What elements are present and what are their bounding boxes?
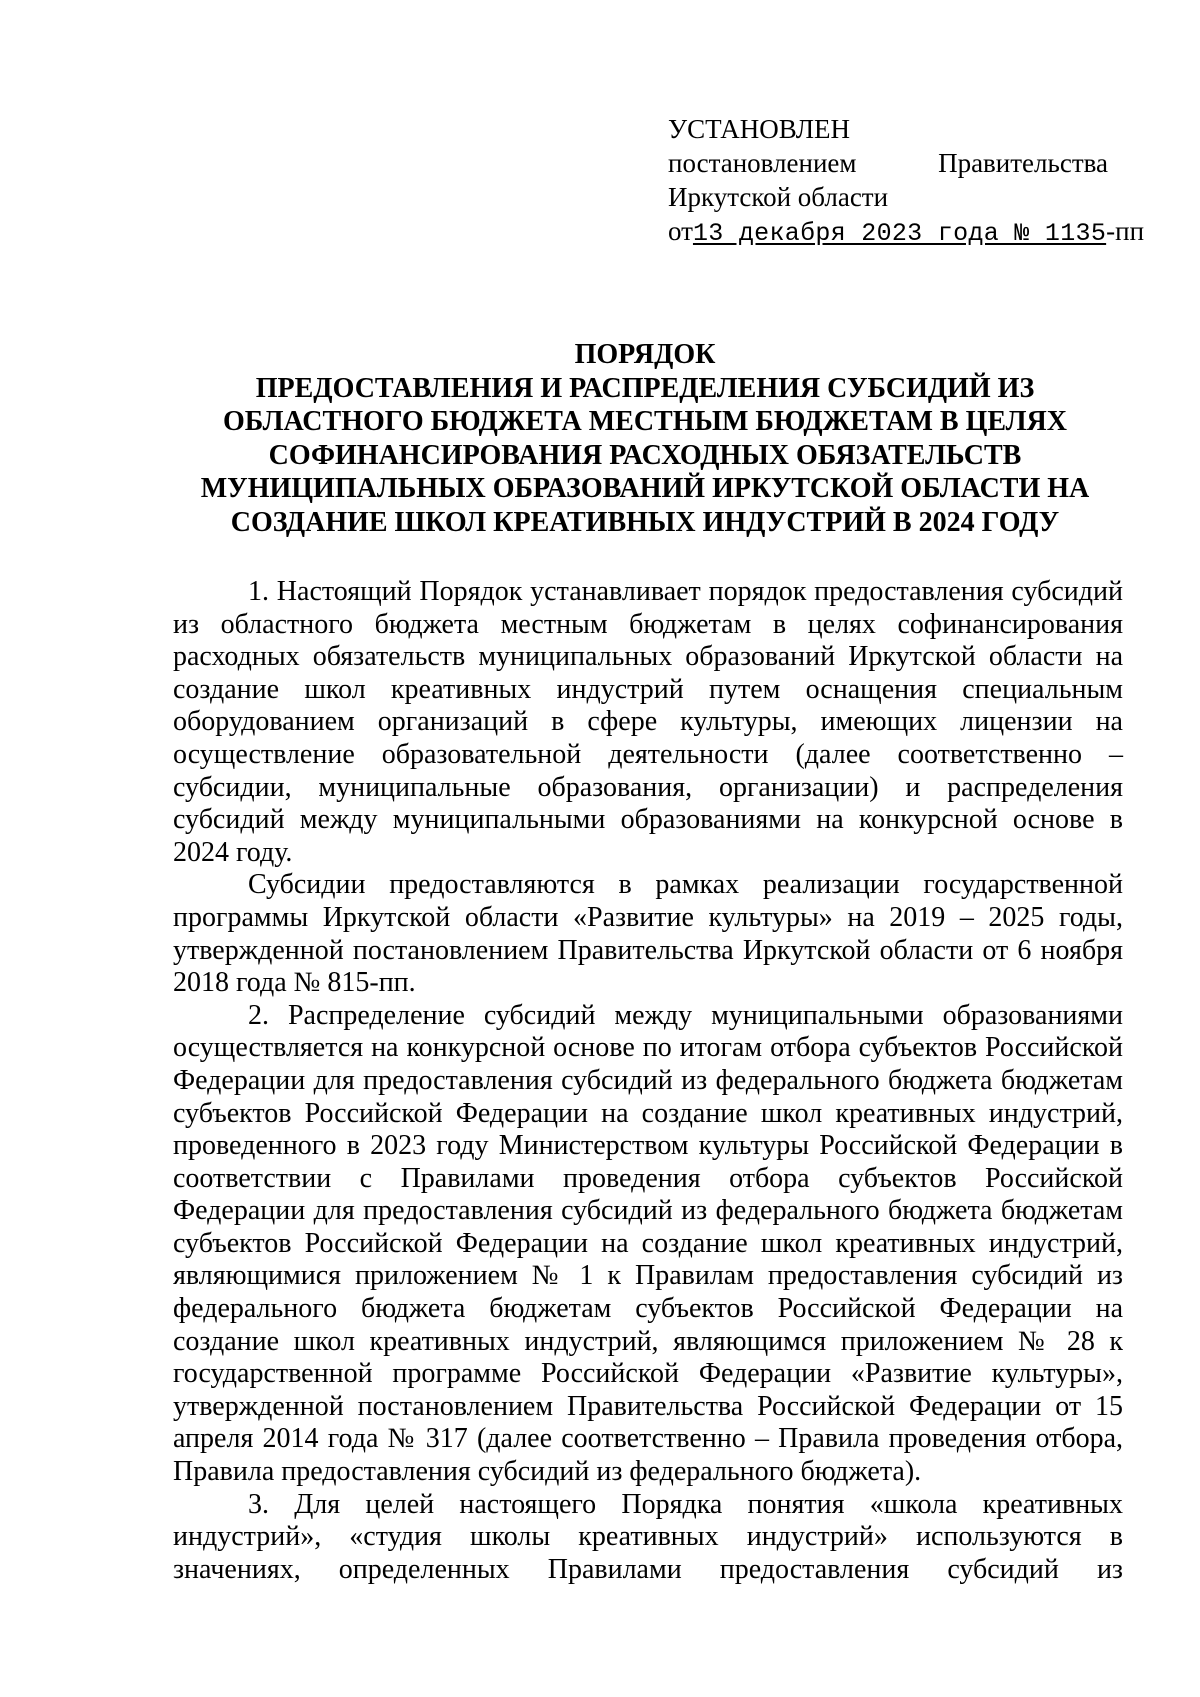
title-line: СОФИНАНСИРОВАНИЯ РАСХОДНЫХ ОБЯЗАТЕЛЬСТВ bbox=[268, 439, 1022, 471]
resolution-word: постановлением bbox=[668, 148, 857, 178]
number-suffix: -пп bbox=[1106, 216, 1145, 246]
approval-date-line bbox=[668, 214, 1148, 251]
approval-stamp bbox=[668, 112, 1148, 251]
title-line: МУНИЦИПАЛЬНЫХ ОБРАЗОВАНИЙ ИРКУТСКОЙ ОБЛАСТИ НА bbox=[200, 473, 1090, 504]
title-line: ПОРЯДОК bbox=[574, 339, 716, 370]
paragraph-1: 1. Настоящий Порядок устанавливает порядок предоставления субсидий из областного бюджета местным бюджетам в целях софинансирования расходных обязательств муниципальных образований Иркутской области на создание школ креативных индустрий путем оснащения специальным оборудованием организаций в сфере культуры, имеющих лицензии на осуществление образовательной деятельности (далее соответственно – субсидии, муниципальные образования, организации) и распределения субсидий между муниципальными образованиями на конкурсной основе в 2024 году. bbox=[173, 576, 1123, 868]
approved-heading: УСТАНОВЛЕН bbox=[668, 114, 851, 144]
paragraph-3: 3. Для целей настоящего Порядка понятия «школа креативных индустрий», «студия школы креативных индустрий» используются в значениях, определенных Правилами предоставления субсидий из bbox=[173, 1488, 1123, 1585]
approval-date-number: 13 декабря 2023 года № 1135 bbox=[692, 219, 1107, 248]
title-line: ПРЕДОСТАВЛЕНИЯ И РАСПРЕДЕЛЕНИЯ СУБСИДИЙ ИЗ bbox=[255, 372, 1035, 404]
title-line: ОБЛАСТНОГО БЮДЖЕТА МЕСТНЫМ БЮДЖЕТАМ В ЦЕЛЯХ bbox=[223, 406, 1067, 437]
document-body bbox=[173, 576, 1123, 1586]
title-line: СОЗДАНИЕ ШКОЛ КРЕАТИВНЫХ ИНДУСТРИЙ В 2024 ГОДУ bbox=[230, 506, 1060, 538]
date-prefix: от bbox=[668, 216, 693, 246]
paragraph-2: 2. Распределение субсидий между муниципальными образованиями осуществляется на конкурсной основе по итогам отбора субъектов Российской Федерации для предоставления субсидий из федерального бюджета бюджетам субъектов Российской Федерации на создание школ креативных индустрий, проведенного в 2023 году Министерством культуры Российской Федерации в соответствии с Правилами проведения отбора субъектов Российской Федерации для предоставления субсидий из федерального бюджета бюджетам субъектов Российской Федерации на создание школ креативных индустрий, являющимися приложением № 1 к Правилам предоставления субсидий из федерального бюджета бюджетам субъектов Российской Федерации на создание школ креативных индустрий, являющимся приложением № 28 к государственной программе Российской Федерации «Развитие культуры», утвержденной постановлением Правительства Российской Федерации от 15 апреля 2014 года № 317 (далее соответственно – Правила проведения отбора, Правила предоставления субсидий из федерального бюджета). bbox=[173, 999, 1123, 1488]
approval-region: Иркутской области bbox=[668, 182, 889, 212]
government-word: Правительства bbox=[938, 148, 1108, 178]
approval-resolution-line bbox=[668, 146, 1108, 180]
paragraph-subsidies: Субсидии предоставляются в рамках реализации государственной программы Иркутской области «Развитие культуры» на 2019 – 2025 годы, утвержденной постановлением Правительства Иркутской области от 6 ноября 2018 года № 815-пп. bbox=[173, 869, 1123, 999]
document-title bbox=[170, 338, 1120, 539]
